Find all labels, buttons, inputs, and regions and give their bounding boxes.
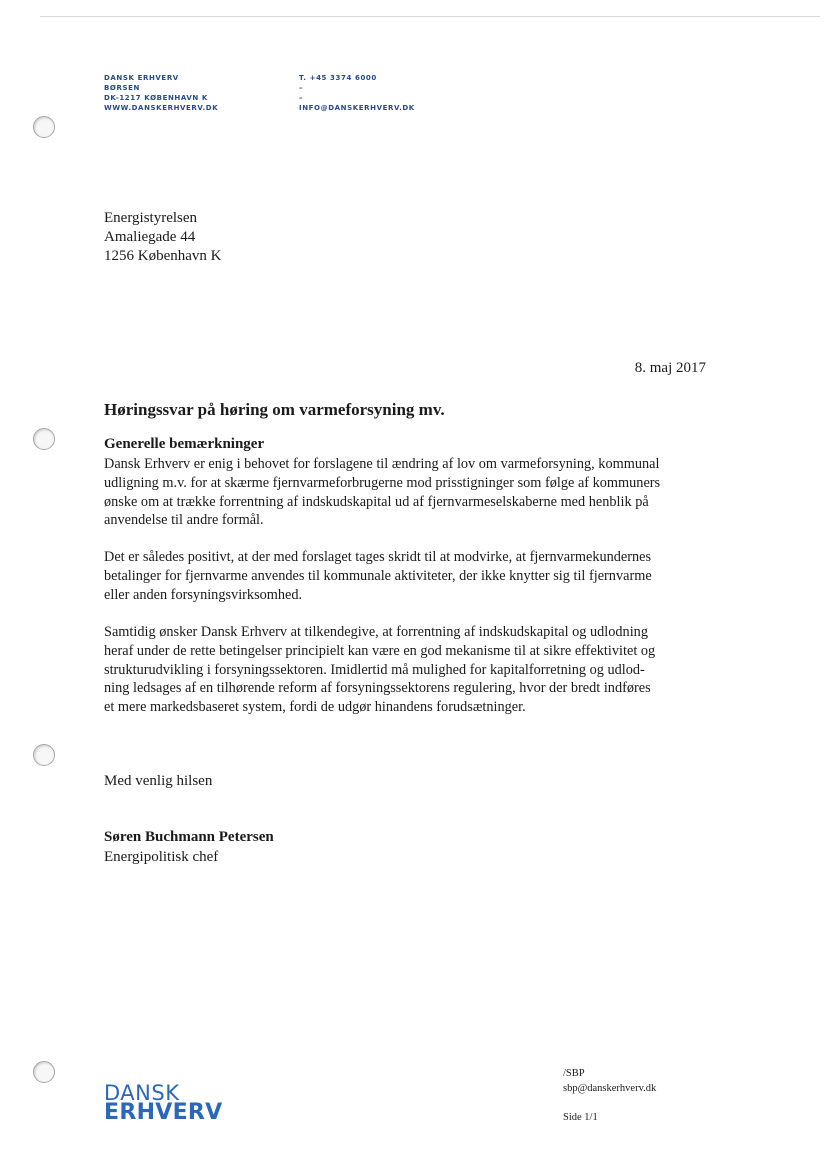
paragraph-line: et mere markedsbaseret system, fordi de udgør hinandens forudsætninger. [104, 699, 526, 716]
paragraph-line: anvendelse til andre formål. [104, 512, 264, 529]
recipient-city: 1256 København K [104, 248, 222, 264]
paragraph-line: ning ledsages af en tilhørende reform af forsyningssektorens regulering, hvor der bredt indføres [104, 680, 651, 697]
footer-email: sbp@danskerhverv.dk [563, 1083, 657, 1094]
letterhead-email: INFO@DANSKERHVERV.DK [299, 104, 415, 112]
letterhead-building: BØRSEN [104, 84, 140, 92]
logo-line-2: ERHVERV [104, 1100, 223, 1125]
letterhead-company: DANSK ERHVERV [104, 74, 179, 82]
paragraph-3 [104, 623, 714, 717]
paragraph-line: ønske om at trække forrentning af indskudskapital ud af fjernvarmeselskaberne med henblik på [104, 493, 649, 510]
punch-hole-2 [33, 428, 55, 450]
paragraph-line: strukturudvikling i forsyningssektoren. Imidlertid må mulighed for kapitalforretning og udlod- [104, 661, 645, 678]
letterhead-website: WWW.DANSKERHVERV.DK [104, 104, 219, 112]
scan-top-edge [40, 16, 820, 17]
signer-title: Energipolitisk chef [104, 849, 219, 865]
paragraph-line: heraf under de rette betingelser principielt kan være en god mekanisme til at sikre effektivitet og [104, 642, 656, 659]
punch-hole-4 [33, 1061, 55, 1083]
paragraph-line: udligning m.v. for at skærme fjernvarmeforbrugerne mod prisstigninger som følge af kommuners [104, 474, 661, 491]
letterhead-postal: DK-1217 KØBENHAVN K [104, 94, 208, 102]
logo-line-1: DANSK [104, 1081, 180, 1105]
footer-initials: /SBP [563, 1068, 585, 1079]
letterhead-phone: T. +45 3374 6000 [299, 74, 377, 82]
paragraph-line: Dansk Erhverv er enig i behovet for forslagene til ændring af lov om varmeforsyning, kommunal [104, 456, 660, 472]
paragraph-1 [104, 455, 714, 530]
letterhead-contact [299, 73, 415, 113]
paragraph-line: Samtidig ønsker Dansk Erhverv at tilkendegive, at forrentning af indskudskapital og udlodning [104, 624, 648, 640]
recipient-name: Energistyrelsen [104, 210, 198, 226]
letter-date: 8. maj 2017 [634, 360, 706, 376]
letter-subject: Høringssvar på høring om varmeforsyning mv. [104, 400, 445, 419]
paragraph-line: Det er således positivt, at der med forslaget tages skridt til at modvirke, at fjernvarmekundernes [104, 549, 652, 565]
letterhead-address [104, 73, 218, 113]
page-number: Side 1/1 [563, 1112, 598, 1123]
letterhead-dash-1: – [299, 84, 304, 92]
recipient-address [104, 209, 221, 266]
signer-name: Søren Buchmann Petersen [104, 829, 274, 845]
paragraph-line: eller anden forsyningsvirksomhed. [104, 586, 303, 603]
section-heading: Generelle bemærkninger [104, 436, 265, 452]
paragraph-line: betalinger for fjernvarme anvendes til kommunale aktiviteter, der ikke knytter sig til fjernvarme [104, 567, 652, 584]
closing-salutation: Med venlig hilsen [104, 773, 213, 789]
recipient-street: Amaliegade 44 [104, 229, 196, 245]
letterhead-dash-2: – [299, 94, 304, 102]
punch-hole-1 [33, 116, 55, 138]
punch-hole-3 [33, 744, 55, 766]
footer-contact [563, 1066, 656, 1096]
company-logo [104, 1081, 223, 1125]
paragraph-2 [104, 548, 714, 604]
